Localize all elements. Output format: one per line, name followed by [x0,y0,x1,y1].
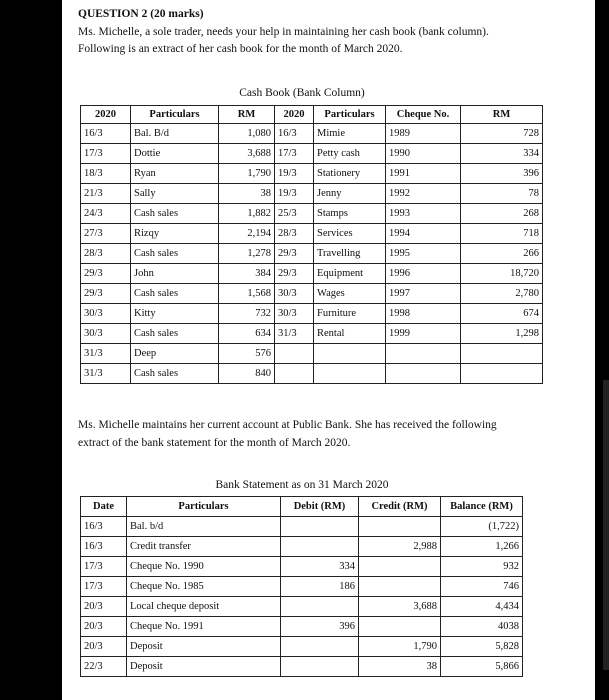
intro-line-2: Following is an extract of her cash book for the month of March 2020. [78,43,403,55]
bankstatement-cell: 5,828 [441,637,523,657]
cashbook-cell: 30/3 [275,304,314,324]
cashbook-cell: 27/3 [81,224,131,244]
bankstatement-cell: 1,266 [441,537,523,557]
cashbook-cell: Cash sales [131,244,219,264]
cashbook-cell: 78 [461,184,543,204]
bankstatement-header-row [81,497,523,517]
bankstatement-cell: 334 [281,557,359,577]
bankstatement-cell: 396 [281,617,359,637]
cashbook-cell: 1989 [386,124,461,144]
bankstatement-row [81,577,523,597]
bankstatement-cell: 4038 [441,617,523,637]
cashbook-cell [275,344,314,364]
cashbook-cell: Cash sales [131,204,219,224]
cashbook-cell: 29/3 [275,244,314,264]
bankstatement-cell: Deposit [127,637,281,657]
cashbook-cell: Stationery [314,164,386,184]
cashbook-cell: 334 [461,144,543,164]
cashbook-header: RM [219,106,275,124]
bankstatement-cell: Cheque No. 1985 [127,577,281,597]
cashbook-cell: 1999 [386,324,461,344]
bankstatement-cell: Local cheque deposit [127,597,281,617]
bankstatement-cell [359,517,441,537]
intro-line-1: Ms. Michelle, a sole trader, needs your help in maintaining her cash book (bank column). [78,26,489,38]
cashbook-cell: Rizqy [131,224,219,244]
cashbook-caption: Cash Book (Bank Column) [239,87,365,99]
cashbook-cell: Services [314,224,386,244]
cashbook-cell: John [131,264,219,284]
cashbook-cell: 19/3 [275,164,314,184]
cashbook-cell: 1990 [386,144,461,164]
cashbook-cell: 25/3 [275,204,314,224]
cashbook-cell: Cash sales [131,364,219,384]
cashbook-cell: Jenny [314,184,386,204]
cashbook-table [80,105,543,384]
cashbook-cell: Petty cash [314,144,386,164]
bankstatement-cell: 1,790 [359,637,441,657]
cashbook-cell: 1,080 [219,124,275,144]
cashbook-cell: Equipment [314,264,386,284]
cashbook-cell: 576 [219,344,275,364]
cashbook-cell [275,364,314,384]
bankstatement-header: Debit (RM) [281,497,359,517]
cashbook-cell: Deep [131,344,219,364]
cashbook-cell: Cash sales [131,324,219,344]
cashbook-cell: 1996 [386,264,461,284]
cashbook-cell [386,344,461,364]
cashbook-cell: 18/3 [81,164,131,184]
question-page [62,0,595,700]
cashbook-row [81,364,543,384]
cashbook-cell [314,364,386,384]
cashbook-row [81,224,543,244]
cashbook-cell: 30/3 [81,304,131,324]
cashbook-row [81,304,543,324]
bankstatement-cell: 22/3 [81,657,127,677]
cashbook-cell: 1,882 [219,204,275,224]
bankstatement-table [80,496,523,677]
bankstatement-cell [359,577,441,597]
bankstatement-cell: 17/3 [81,557,127,577]
cashbook-cell: 17/3 [275,144,314,164]
cashbook-header: 2020 [275,106,314,124]
cashbook-cell: 16/3 [81,124,131,144]
cashbook-row [81,324,543,344]
bankstatement-cell: 3,688 [359,597,441,617]
cashbook-cell: 396 [461,164,543,184]
cashbook-cell: 28/3 [275,224,314,244]
bankstatement-cell: 16/3 [81,517,127,537]
cashbook-cell: 1,568 [219,284,275,304]
cashbook-cell: Kitty [131,304,219,324]
cashbook-header: 2020 [81,106,131,124]
cashbook-cell: 30/3 [275,284,314,304]
scrollbar-edge[interactable] [603,380,609,670]
cashbook-row [81,124,543,144]
cashbook-cell: 3,688 [219,144,275,164]
cashbook-cell: 718 [461,224,543,244]
cashbook-row [81,244,543,264]
cashbook-header: Cheque No. [386,106,461,124]
cashbook-cell: 1997 [386,284,461,304]
cashbook-cell: 840 [219,364,275,384]
cashbook-cell: 268 [461,204,543,224]
bankstatement-cell: 20/3 [81,617,127,637]
cashbook-cell: 18,720 [461,264,543,284]
cashbook-cell: Mimie [314,124,386,144]
cashbook-cell: 384 [219,264,275,284]
cashbook-cell: Sally [131,184,219,204]
cashbook-cell: 634 [219,324,275,344]
cashbook-cell: 2,780 [461,284,543,304]
bankstatement-row [81,537,523,557]
bankstatement-row [81,517,523,537]
cashbook-cell: 21/3 [81,184,131,204]
cashbook-cell [461,364,543,384]
bankstatement-cell: 5,866 [441,657,523,677]
cashbook-cell: 728 [461,124,543,144]
cashbook-cell: 1,278 [219,244,275,264]
cashbook-cell: Bal. B/d [131,124,219,144]
bankstatement-cell: 186 [281,577,359,597]
cashbook-cell: 1992 [386,184,461,204]
bankstatement-cell: 2,988 [359,537,441,557]
cashbook-cell: 38 [219,184,275,204]
cashbook-cell: 674 [461,304,543,324]
bankstatement-header: Particulars [127,497,281,517]
cashbook-header-row [81,106,543,124]
bankstatement-caption: Bank Statement as on 31 March 2020 [215,479,389,491]
cashbook-cell: 1991 [386,164,461,184]
bankstatement-cell: 20/3 [81,597,127,617]
cashbook-row [81,264,543,284]
cashbook-cell: Cash sales [131,284,219,304]
cashbook-cell: 29/3 [81,264,131,284]
bankstatement-header: Credit (RM) [359,497,441,517]
cashbook-cell: 732 [219,304,275,324]
bankstatement-cell: 20/3 [81,637,127,657]
cashbook-cell [314,344,386,364]
bankstatement-row [81,657,523,677]
cashbook-cell: 30/3 [81,324,131,344]
bankstatement-row [81,597,523,617]
cashbook-cell: 31/3 [81,344,131,364]
bankstatement-cell: 932 [441,557,523,577]
bankstatement-row [81,637,523,657]
cashbook-row [81,204,543,224]
bankstatement-cell [281,597,359,617]
cashbook-header: RM [461,106,543,124]
cashbook-header: Particulars [131,106,219,124]
cashbook-cell: 29/3 [275,264,314,284]
bankstatement-cell: Cheque No. 1990 [127,557,281,577]
cashbook-cell [386,364,461,384]
cashbook-cell: Dottie [131,144,219,164]
bankstatement-cell [359,617,441,637]
bankstatement-cell: 17/3 [81,577,127,597]
cashbook-cell [461,344,543,364]
cashbook-cell: 28/3 [81,244,131,264]
cashbook-cell: 31/3 [81,364,131,384]
cashbook-cell: 29/3 [81,284,131,304]
cashbook-cell: Furniture [314,304,386,324]
cashbook-cell: 17/3 [81,144,131,164]
bankstatement-cell: (1,722) [441,517,523,537]
middle-line-1: Ms. Michelle maintains her current account at Public Bank. She has received the following [78,419,497,431]
bankstatement-row [81,617,523,637]
cashbook-cell: 1,298 [461,324,543,344]
cashbook-cell: Rental [314,324,386,344]
bankstatement-cell [281,637,359,657]
bankstatement-cell: 746 [441,577,523,597]
bankstatement-cell [281,517,359,537]
bankstatement-cell: 4,434 [441,597,523,617]
bankstatement-row [81,557,523,577]
bankstatement-cell [359,557,441,577]
cashbook-cell: Ryan [131,164,219,184]
cashbook-row [81,164,543,184]
bankstatement-cell [281,537,359,557]
cashbook-row [81,144,543,164]
cashbook-header: Particulars [314,106,386,124]
cashbook-cell: 1994 [386,224,461,244]
bankstatement-header: Balance (RM) [441,497,523,517]
bankstatement-cell [281,657,359,677]
cashbook-cell: Stamps [314,204,386,224]
cashbook-row [81,284,543,304]
bankstatement-cell: 38 [359,657,441,677]
middle-line-2: extract of the bank statement for the month of March 2020. [78,437,351,449]
cashbook-cell: 1993 [386,204,461,224]
cashbook-cell: 24/3 [81,204,131,224]
cashbook-cell: 2,194 [219,224,275,244]
cashbook-cell: 1998 [386,304,461,324]
cashbook-row [81,184,543,204]
bankstatement-cell: Cheque No. 1991 [127,617,281,637]
question-title: QUESTION 2 (20 marks) [78,8,204,20]
bankstatement-header: Date [81,497,127,517]
bankstatement-cell: Bal. b/d [127,517,281,537]
cashbook-cell: Travelling [314,244,386,264]
cashbook-cell: 266 [461,244,543,264]
bankstatement-cell: Credit transfer [127,537,281,557]
cashbook-cell: 1995 [386,244,461,264]
bankstatement-cell: 16/3 [81,537,127,557]
cashbook-cell: 19/3 [275,184,314,204]
cashbook-cell: 31/3 [275,324,314,344]
cashbook-cell: 1,790 [219,164,275,184]
cashbook-cell: Wages [314,284,386,304]
bankstatement-cell: Deposit [127,657,281,677]
cashbook-cell: 16/3 [275,124,314,144]
cashbook-row [81,344,543,364]
